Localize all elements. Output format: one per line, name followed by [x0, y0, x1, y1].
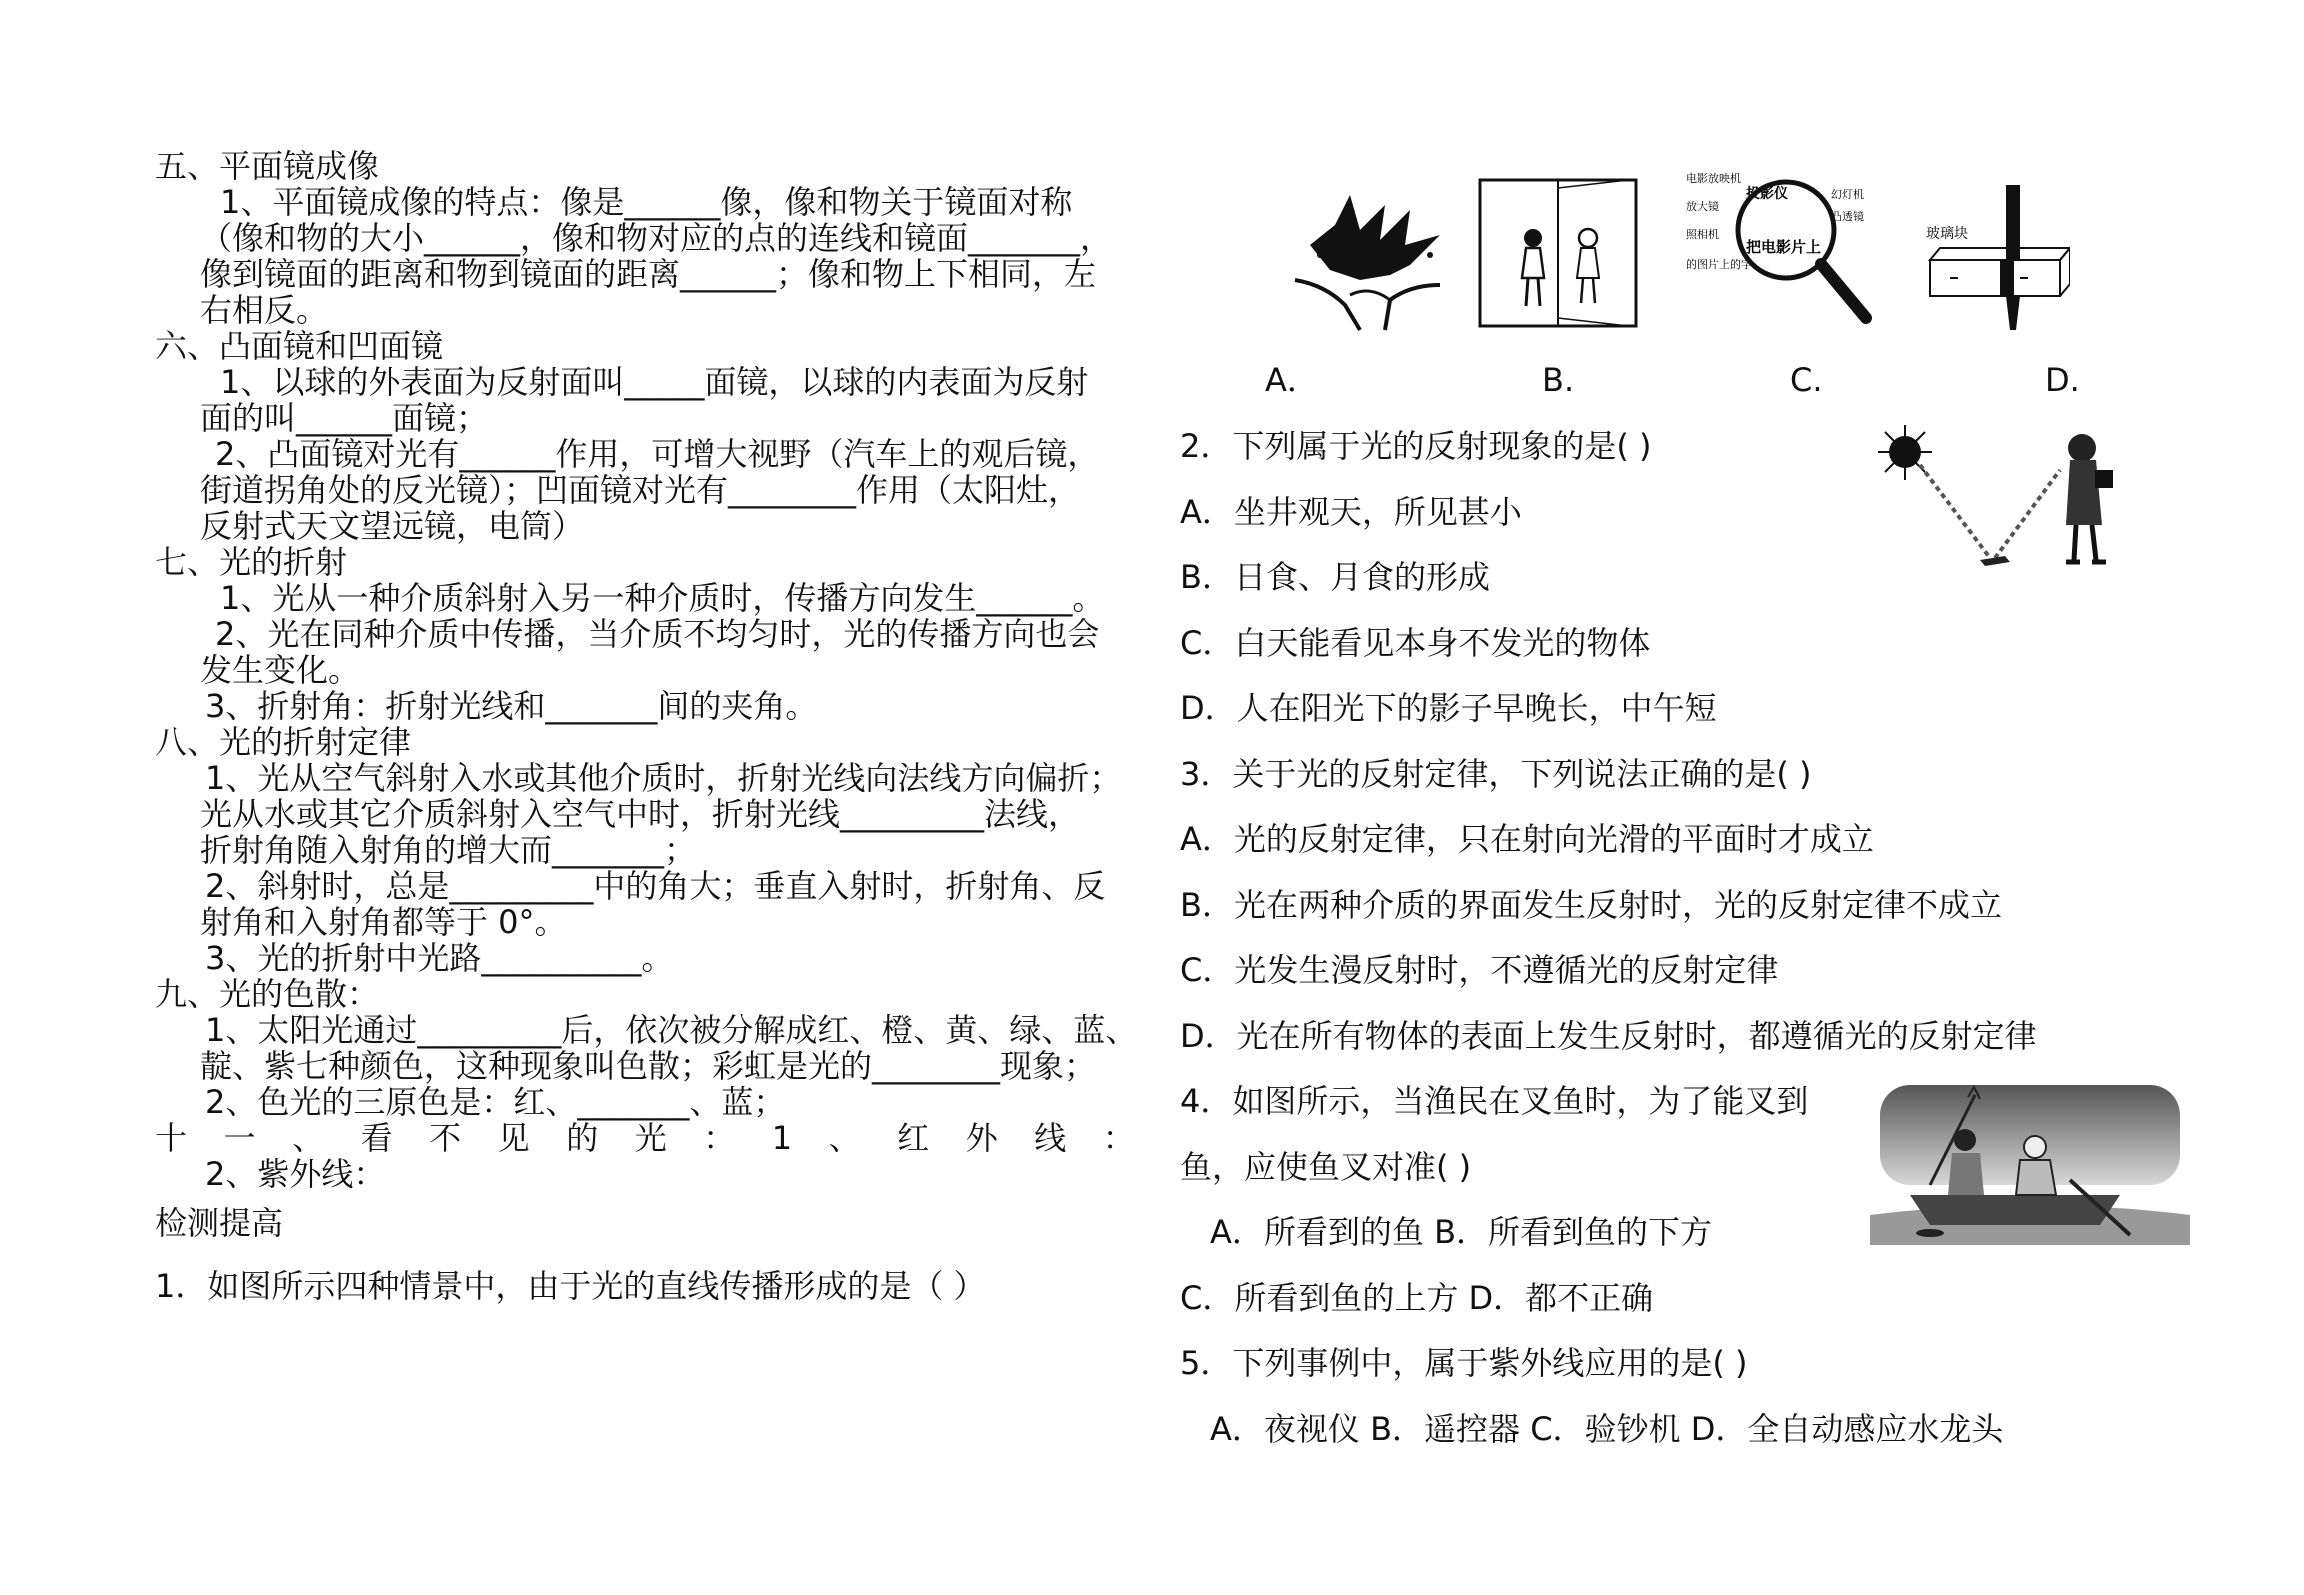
illustration-label-a: A． [1265, 361, 1319, 399]
section-11-char: 1 [771, 1119, 793, 1157]
section-6-line: 2、凸面镜对光有______作用，可增大视野（汽车上的观后镜， [215, 435, 1100, 473]
section-8-line: 射角和入射角都等于 0°。 [200, 903, 567, 941]
section-9-line: 2、色光的三原色是：红、_______、蓝； [205, 1083, 786, 1121]
section-6-title: 六、凸面镜和凹面镜 [155, 327, 444, 365]
question-3-option-b: B．光在两种介质的界面发生反射时，光的反射定律不成立 [1180, 886, 2002, 924]
section-8-line: 1、光从空气斜射入水或其他介质时，折射光线向法线方向偏折； [205, 759, 1122, 797]
section-6-line: 街道拐角处的反光镜）；凹面镜对光有________作用（太阳灶， [200, 471, 1081, 509]
section-8-line: 3、光的折射中光路__________。 [205, 939, 674, 977]
magnifier-text: 幻灯机 [1831, 188, 1864, 201]
section-7-line: 发生变化。 [200, 651, 361, 689]
section-5-line: 像到镜面的距离和物到镜面的距离______；像和物上下相同，左 [200, 255, 1097, 293]
test-title: 检测提高 [155, 1204, 284, 1242]
question-3-option-c: C．光发生漫反射时，不遵循光的反射定律 [1180, 951, 1779, 989]
section-7-title: 七、光的折射 [155, 543, 348, 581]
mirror-girl-illustration [1478, 178, 1638, 328]
section-11-char: ： [703, 1119, 736, 1157]
question-3-option-a: A．光的反射定律，只在射向光滑的平面时才成立 [1180, 820, 1874, 858]
section-5-line: 右相反。 [200, 291, 329, 329]
section-11-char: 看 [360, 1119, 393, 1157]
section-11-line [155, 1120, 1135, 1156]
question-3-option-d: D．光在所有物体的表面上发生反射时，都遵循光的反射定律 [1180, 1017, 2037, 1055]
question-2: 2．下列属于光的反射现象的是( ) [1180, 427, 1652, 465]
section-11-char: 、 [828, 1119, 861, 1157]
section-6-line: 面的叫______面镜； [200, 399, 489, 437]
section-11-char: 、 [292, 1119, 325, 1157]
section-11-char: 不 [429, 1119, 462, 1157]
section-11-char: 外 [965, 1119, 998, 1157]
question-1: 1．如图所示四种情景中，由于光的直线传播形成的是（ ） [155, 1267, 986, 1305]
hand-shadow-illustration [1290, 185, 1460, 335]
section-8-line: 折射角随入射角的增大而_______； [200, 831, 697, 869]
question-4-options-cd: C．所看到鱼的上方 D．都不正确 [1180, 1279, 1654, 1317]
question-2-option-d: D．人在阳光下的影子早晚长，中午短 [1180, 689, 1717, 727]
glass-block-pencil-illustration [1920, 180, 2070, 340]
magnifier-text: 投影仪 [1746, 186, 1788, 202]
illustration-label-c: C. [1790, 361, 1823, 399]
question-5: 5．下列事例中，属于紫外线应用的是( ) [1180, 1344, 1748, 1382]
section-9-line: 1、太阳光通过_________后，依次被分解成红、橙、黄、绿、蓝、 [205, 1011, 1138, 1049]
section-11-char: 的 [566, 1119, 599, 1157]
section-6-line: 反射式天文望远镜，电筒） [200, 507, 585, 545]
question-2-option-a: A．坐井观天，所见甚小 [1180, 493, 1522, 531]
section-7-line: 2、光在同种介质中传播，当介质不均匀时，光的传播方向也会 [215, 615, 1100, 653]
section-5-line: 1、平面镜成像的特点：像是______像，像和物关于镜面对称 [220, 183, 1073, 221]
question-4: 鱼，应使鱼叉对准( ) [1180, 1148, 1472, 1186]
section-7-line: 1、光从一种介质斜射入另一种介质时，传播方向发生______。 [220, 579, 1105, 617]
magnifier-text: 把电影片上 [1746, 238, 1822, 256]
section-11-char: 一 [223, 1119, 256, 1157]
sun-reflection-illustration [1870, 420, 2140, 580]
section-8-line: 光从水或其它介质斜射入空气中时，折射光线_________法线， [200, 795, 1081, 833]
illustration-label-b: B. [1542, 361, 1575, 399]
magnifier-text: 的图片上的字 [1686, 258, 1752, 271]
section-11-char: 光 [634, 1119, 667, 1157]
section-11-line: 2、紫外线： [205, 1155, 386, 1193]
section-8-line: 2、斜射时，总是_________中的角大；垂直入射时，折射角、反 [205, 867, 1106, 905]
magnifier-text: 照相机 [1686, 228, 1719, 241]
section-11-char: ： [1102, 1119, 1135, 1157]
section-9-line: 靛、紫七种颜色，这种现象叫色散；彩虹是光的________现象； [200, 1047, 1097, 1085]
question-5-options: A．夜视仪 B．遥控器 C．验钞机 D．全自动感应水龙头 [1210, 1410, 2004, 1448]
magnifier-text: 放大镜 [1686, 200, 1719, 213]
section-11-char: 十 [155, 1119, 188, 1157]
magnifier-text: 凸透镜 [1831, 210, 1864, 223]
section-11-char: 见 [497, 1119, 530, 1157]
magnifier-illustration [1686, 168, 1886, 338]
question-2-option-b: B．日食、月食的形成 [1180, 558, 1490, 596]
magnifier-text: 电影放映机 [1686, 172, 1741, 185]
section-8-title: 八、光的折射定律 [155, 723, 412, 761]
section-7-line: 3、折射角：折射光线和_______间的夹角。 [205, 687, 818, 725]
section-11-char: 线 [1034, 1119, 1067, 1157]
section-5-title: 五、平面镜成像 [155, 147, 380, 185]
question-2-option-c: C．白天能看见本身不发光的物体 [1180, 624, 1651, 662]
section-6-line: 1、以球的外表面为反射面叫_____面镜，以球的内表面为反射 [220, 363, 1089, 401]
fishing-boat-illustration [1870, 1085, 2190, 1245]
section-5-line: （像和物的大小______，像和物对应的点的连线和镜面_______， [200, 219, 1113, 257]
section-9-title: 九、光的色散： [155, 975, 380, 1013]
question-4: 4．如图所示，当渔民在叉鱼时，为了能叉到 [1180, 1082, 1809, 1120]
section-11-char: 红 [897, 1119, 930, 1157]
illustration-label-d: D. [2045, 361, 2080, 399]
question-3: 3．关于光的反射定律，下列说法正确的是( ) [1180, 755, 1812, 793]
glass-block-label: 玻璃块 [1926, 226, 1968, 242]
question-4-options-ab: A．所看到的鱼 B．所看到鱼的下方 [1210, 1213, 1713, 1251]
